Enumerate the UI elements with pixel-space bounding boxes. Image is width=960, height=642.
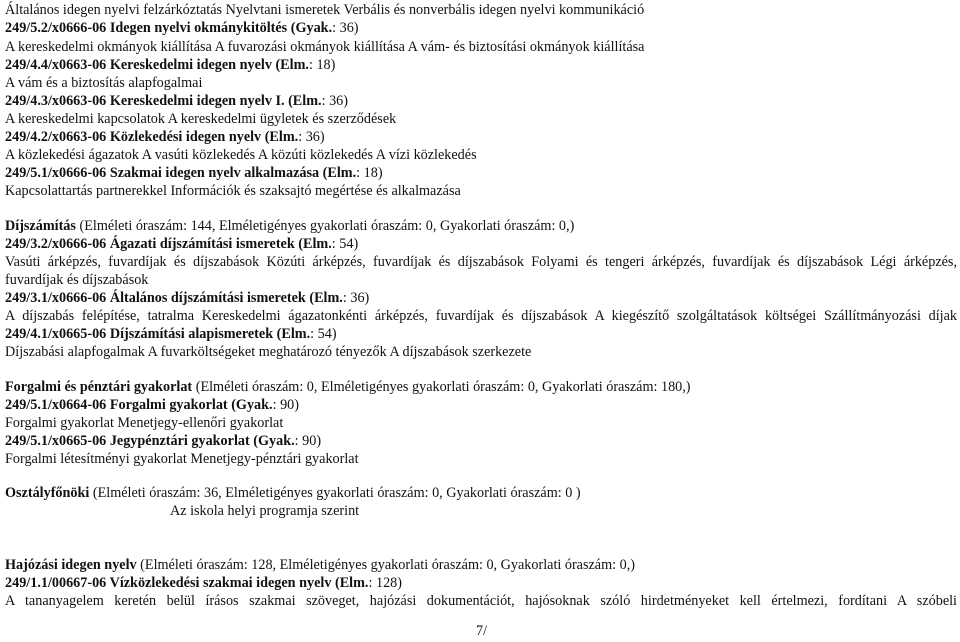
module-hours: : 54) <box>331 236 359 252</box>
curriculum-line <box>5 592 957 610</box>
module-hours: : 36) <box>298 129 325 145</box>
line-text: A vám és a biztosítás alapfogalmai <box>5 75 203 91</box>
module-code: 249/3.2/x0666-06 Ágazati díjszámítási ismeretek (Elm. <box>5 236 332 252</box>
subject-heading <box>5 378 691 396</box>
module-hours: : 90) <box>272 397 299 413</box>
line-text: A kereskedelmi okmányok kiállítása A fuvarozási okmányok kiállítása A vám- és biztosítási okmányok kiállítása <box>5 39 645 55</box>
line-text: A kereskedelmi kapcsolatok A kereskedelmi ügyletek és szerződések <box>5 111 397 127</box>
subject-hours: (Elméleti óraszám: 128, Elméletigényes gyakorlati óraszám: 0, Gyakorlati óraszám: 0,) <box>136 557 635 573</box>
module-hours: : 18) <box>356 165 383 181</box>
curriculum-line <box>5 450 359 468</box>
line-text: fuvardíjak és díjszabások <box>5 272 149 288</box>
curriculum-line <box>5 74 202 92</box>
module-code: 249/4.4/x0663-06 Kereskedelmi idegen nyelv (Elm. <box>5 57 309 73</box>
line-text: Általános idegen nyelvi felzárkóztatás Nyelvtani ismeretek Verbális és nonverbális idegen nyelvi kommunikáció <box>5 2 645 18</box>
curriculum-line <box>5 38 644 56</box>
curriculum-line <box>5 110 396 128</box>
subject-heading <box>5 217 574 235</box>
module-hours: : 128) <box>368 575 402 591</box>
module-code: 249/5.1/x0665-06 Jegypénztári gyakorlat (Gyak. <box>5 433 295 449</box>
curriculum-line <box>5 343 531 361</box>
module-heading <box>5 325 337 343</box>
page-number: 7/ <box>476 623 488 639</box>
subject-title: Forgalmi és pénztári gyakorlat <box>5 379 193 395</box>
curriculum-line <box>170 502 359 520</box>
subject-hours: (Elméleti óraszám: 0, Elméletigényes gyakorlati óraszám: 0, Gyakorlati óraszám: 180,) <box>192 379 691 395</box>
module-hours: : 18) <box>308 57 336 73</box>
module-code: 249/3.1/x0666-06 Általános díjszámítási ismeretek (Elm. <box>5 290 343 306</box>
module-code: 249/1.1/00667-06 Vízközlekedési szakmai idegen nyelv (Elm. <box>5 575 369 591</box>
module-code: 249/5.1/x0666-06 Szakmai idegen nyelv alkalmazása (Elm. <box>5 165 357 181</box>
module-heading <box>5 574 402 592</box>
module-heading <box>5 92 348 110</box>
module-heading <box>5 164 383 182</box>
curriculum-line <box>5 1 644 19</box>
subject-heading <box>5 556 635 574</box>
module-hours: : 54) <box>310 326 337 342</box>
module-heading <box>5 289 369 307</box>
module-heading <box>5 19 359 37</box>
curriculum-line <box>5 253 957 271</box>
curriculum-line <box>5 271 148 289</box>
module-hours: : 36) <box>321 93 348 109</box>
line-text: Forgalmi létesítményi gyakorlat Menetjegy-pénztári gyakorlat <box>5 451 359 467</box>
subject-title: Hajózási idegen nyelv <box>5 557 137 573</box>
module-code: 249/4.2/x0663-06 Közlekedési idegen nyelv (Elm. <box>5 129 299 145</box>
module-heading <box>5 396 299 414</box>
line-text: Vasúti árképzés, fuvardíjak és díjszabások Közúti árképzés, fuvardíjak és díjszabások Folyami és tengeri árképzés, fuvardíjak és díjszabások Légi árképzés, <box>5 254 957 270</box>
module-code: 249/5.2/x0666-06 Idegen nyelvi okmánykitöltés (Gyak. <box>5 20 333 36</box>
module-heading <box>5 128 325 146</box>
module-hours: : 90) <box>294 433 322 449</box>
module-heading <box>5 235 358 253</box>
module-heading <box>5 432 321 450</box>
module-hours: : 36) <box>342 290 370 306</box>
subject-title: Osztályfőnöki <box>5 485 90 501</box>
module-code: 249/4.1/x0665-06 Díjszámítási alapismeretek (Elm. <box>5 326 311 342</box>
curriculum-line <box>5 414 283 432</box>
line-text: Forgalmi gyakorlat Menetjegy-ellenőri gyakorlat <box>5 415 284 431</box>
line-text: A díjszabás felépítése, tatralma Kereskedelmi ágazatonkénti árképzés, fuvardíjak és díjszabások A kiegészítő szolgáltatások költségei Szállítmányozási díjak <box>5 308 957 324</box>
curriculum-line <box>5 146 477 164</box>
line-text: Kapcsolattartás partnerekkel Információk és szaksajtó megértése és alkalmazása <box>5 183 461 199</box>
module-heading <box>5 56 335 74</box>
subject-hours: (Elméleti óraszám: 36, Elméletigényes gyakorlati óraszám: 0, Gyakorlati óraszám: 0 ) <box>89 485 581 501</box>
line-text: Díjszabási alapfogalmak A fuvarköltségeket meghatározó tényezők A díjszabások szerkezete <box>5 344 532 360</box>
subject-hours: (Elméleti óraszám: 144, Elméletigényes gyakorlati óraszám: 0, Gyakorlati óraszám: 0,) <box>75 218 575 234</box>
curriculum-line <box>5 307 957 325</box>
subject-heading <box>5 484 581 502</box>
module-code: 249/5.1/x0664-06 Forgalmi gyakorlat (Gyak. <box>5 397 273 413</box>
module-hours: : 36) <box>332 20 359 36</box>
line-text: A közlekedési ágazatok A vasúti közlekedés A közúti közlekedés A vízi közlekedés <box>5 147 477 163</box>
module-code: 249/4.3/x0663-06 Kereskedelmi idegen nyelv I. (Elm. <box>5 93 322 109</box>
subject-title: Díjszámítás <box>5 218 76 234</box>
line-text: Az iskola helyi programja szerint <box>170 503 360 519</box>
line-text: A tananyagelem keretén belül írásos szakmai szöveget, hajózási dokumentációt, hajósoknak szóló hirdetményeket kell értelmezi, fordítani A szóbeli <box>5 593 957 609</box>
curriculum-line <box>5 182 461 200</box>
